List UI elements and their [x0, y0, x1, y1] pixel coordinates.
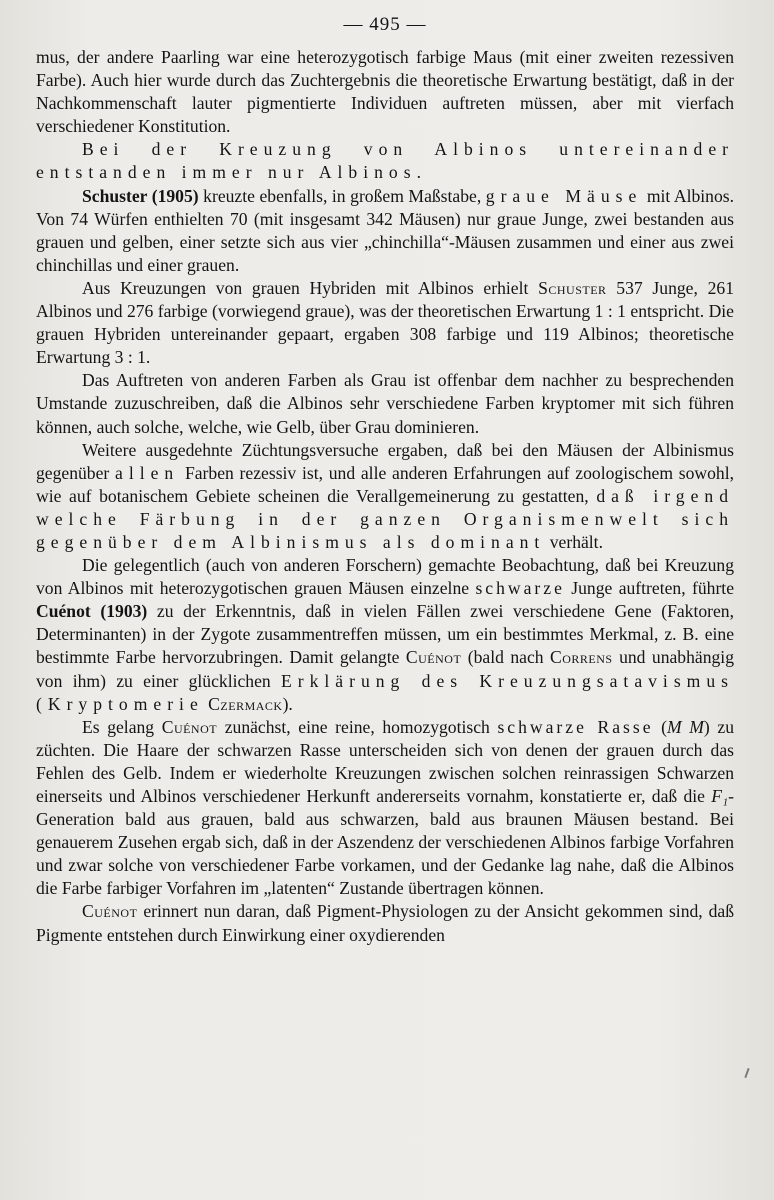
text-segment: mit Albinos. Von 74 Würfen enthielten 70 (mit insgesamt 342 Mäusen) nur graue Junge, zwei bestanden aus grauen und gelben, einer setzte sich aus vier „chinchilla“-Mäusen zusammen und einer aus zwei chinchillas und einer grauen. — [36, 185, 735, 275]
text-segment: kreuzte ebenfalls, in großem Maßstabe, — [198, 185, 486, 206]
text-segment: Das Auftreten von anderen Farben als Grau ist offenbar dem nachher zu besprechenden Umstande zuzuschreiben, daß die Albinos sehr verschiedene Farben kryptomer mit sich führen können, auch solche, welche, wie Gelb, über Grau dominieren. — [36, 370, 734, 437]
text-segment: Es gelang — [82, 716, 162, 737]
margin-mark — [744, 1068, 749, 1078]
text-segment: -Generation bald aus grauen, bald aus schwarzen, bald aus braunen Mäusen bestand. Bei genauerem Zusehen ergab sich, daß in der Aszendenz der verschiedenen Albinos farbige Vorfahren und zwar solche von verschiedener Farbe vorkamen, und der Gedanke lag nahe, daß die Albinos die Farbe farbiger Vorfahren im „latenten“ Zustande übertragen können. — [36, 786, 734, 899]
paragraph — [36, 46, 734, 138]
text-segment: graue Mäuse — [485, 185, 643, 206]
page-number: — 495 — — [343, 14, 427, 35]
text-segment: M M — [667, 716, 704, 737]
text-segment: Aus Kreuzungen von grauen Hybriden mit Albinos erhielt — [82, 277, 539, 298]
text-segment: Junge auftreten, führte — [564, 578, 734, 599]
text-segment: ( — [653, 716, 667, 737]
paragraph — [36, 369, 734, 438]
text-segment: Correns — [550, 647, 613, 668]
text-segment: Cuénot — [82, 901, 138, 922]
text-segment: (bald nach — [461, 647, 551, 668]
text-segment: zunächst, eine reine, homozygotisch — [217, 716, 498, 737]
text-segment: verhält. — [545, 531, 603, 552]
text-segment: 537 Junge, 261 Albinos und 276 farbige (vorwiegend graue), was der theoretischen Erwartung 1 : 1 entspricht. Die grauen Hybriden untereinander gepaart, ergaben 308 farbige und 119 Albinos; theoretische Erwartung 3 : 1. — [36, 277, 735, 368]
text-segment: daß irgend welche Färbung in der ganzen Organismenwelt sich gegenüber dem Albinismus als dominant — [36, 485, 734, 552]
text-segment: Schuster (1905) — [82, 185, 199, 206]
text-segment: . — [416, 162, 421, 183]
paragraph — [36, 439, 734, 554]
text-segment: schwarze Rasse — [497, 716, 654, 737]
text-segment: Cuénot — [405, 647, 462, 668]
text-segment: ). — [282, 693, 293, 714]
text-segment: Die gelegentlich (auch von anderen Forschern) gemachte Beobachtung, daß bei Kreuzung von Albinos mit heterozygotischen grauen Mäusen einzelne — [36, 555, 734, 599]
text-segment: zu der Erkenntnis, daß in vielen Fällen zwei verschiedene Gene (Faktoren, Determinanten) in der Zygote zusammentreffen müssen, um ein bestimmtes Merkmal, z. B. eine bestimmte Farbe hervorzubringen. Damit gelangte — [36, 601, 735, 668]
text-segment: Erklärung des Kreuzungsatavismus (Kryptomerie — [36, 670, 734, 714]
paragraph — [36, 554, 734, 716]
text-segment: Weitere ausgedehnte Züchtungsversuche ergaben, daß bei den Mäusen der Albinismus gegenüber — [36, 439, 734, 483]
text-segment: Bei der Kreuzung von Albinos untereinander entstanden immer nur Albinos — [36, 139, 734, 183]
text-segment: ) zu züchten. Die Haare der schwarzen Rasse unterscheiden sich von denen der grauen durch das Fehlen des Gelb. Indem er wiederholte Kreuzungen zwischen solchen reinrassigen Schwarzen einerseits und Albinos verschiedener Herkunft andererseits vornahm, konstatierte er, daß die — [36, 716, 734, 806]
text-segment: erinnert nun daran, daß Pigment-Physiologen zu der Ansicht gekommen sind, daß Pigmente entstehen durch Einwirkung einer oxydierenden — [36, 901, 734, 945]
paragraph — [36, 138, 734, 184]
paragraph — [36, 900, 734, 946]
paragraph — [36, 716, 734, 901]
text-segment: Schuster — [538, 277, 607, 298]
text-segment: und unabhängig von ihm) zu einer glücklichen — [36, 647, 734, 691]
paragraph — [36, 277, 734, 369]
body-text — [36, 46, 734, 947]
paragraph — [36, 185, 734, 277]
text-segment: F₁ — [711, 786, 729, 806]
text-segment: Czermack — [208, 693, 283, 714]
text-segment: schwarze — [475, 578, 565, 599]
text-segment: mus, der andere Paarling war eine heterozygotisch farbige Maus (mit einer zweiten rezessiven Farbe). Auch hier wurde durch das Zuchtergebnis die theoretische Erwartung bestätigt, daß in der Nachkommenschaft lauter pigmentierte Individuen auftreten müssen, aber mit vierfach verschiedener Konstitution. — [36, 47, 734, 137]
text-segment: Farben rezessiv ist, und alle anderen Erfahrungen auf zoologischem sowohl, wie auf botanischem Gebiete scheinen die Verallgemeinerung zu gestatten, — [36, 462, 734, 506]
text-segment: allen — [115, 462, 180, 483]
text-segment: Cuénot (1903) — [36, 601, 148, 622]
text-segment: Cuénot — [161, 716, 218, 737]
